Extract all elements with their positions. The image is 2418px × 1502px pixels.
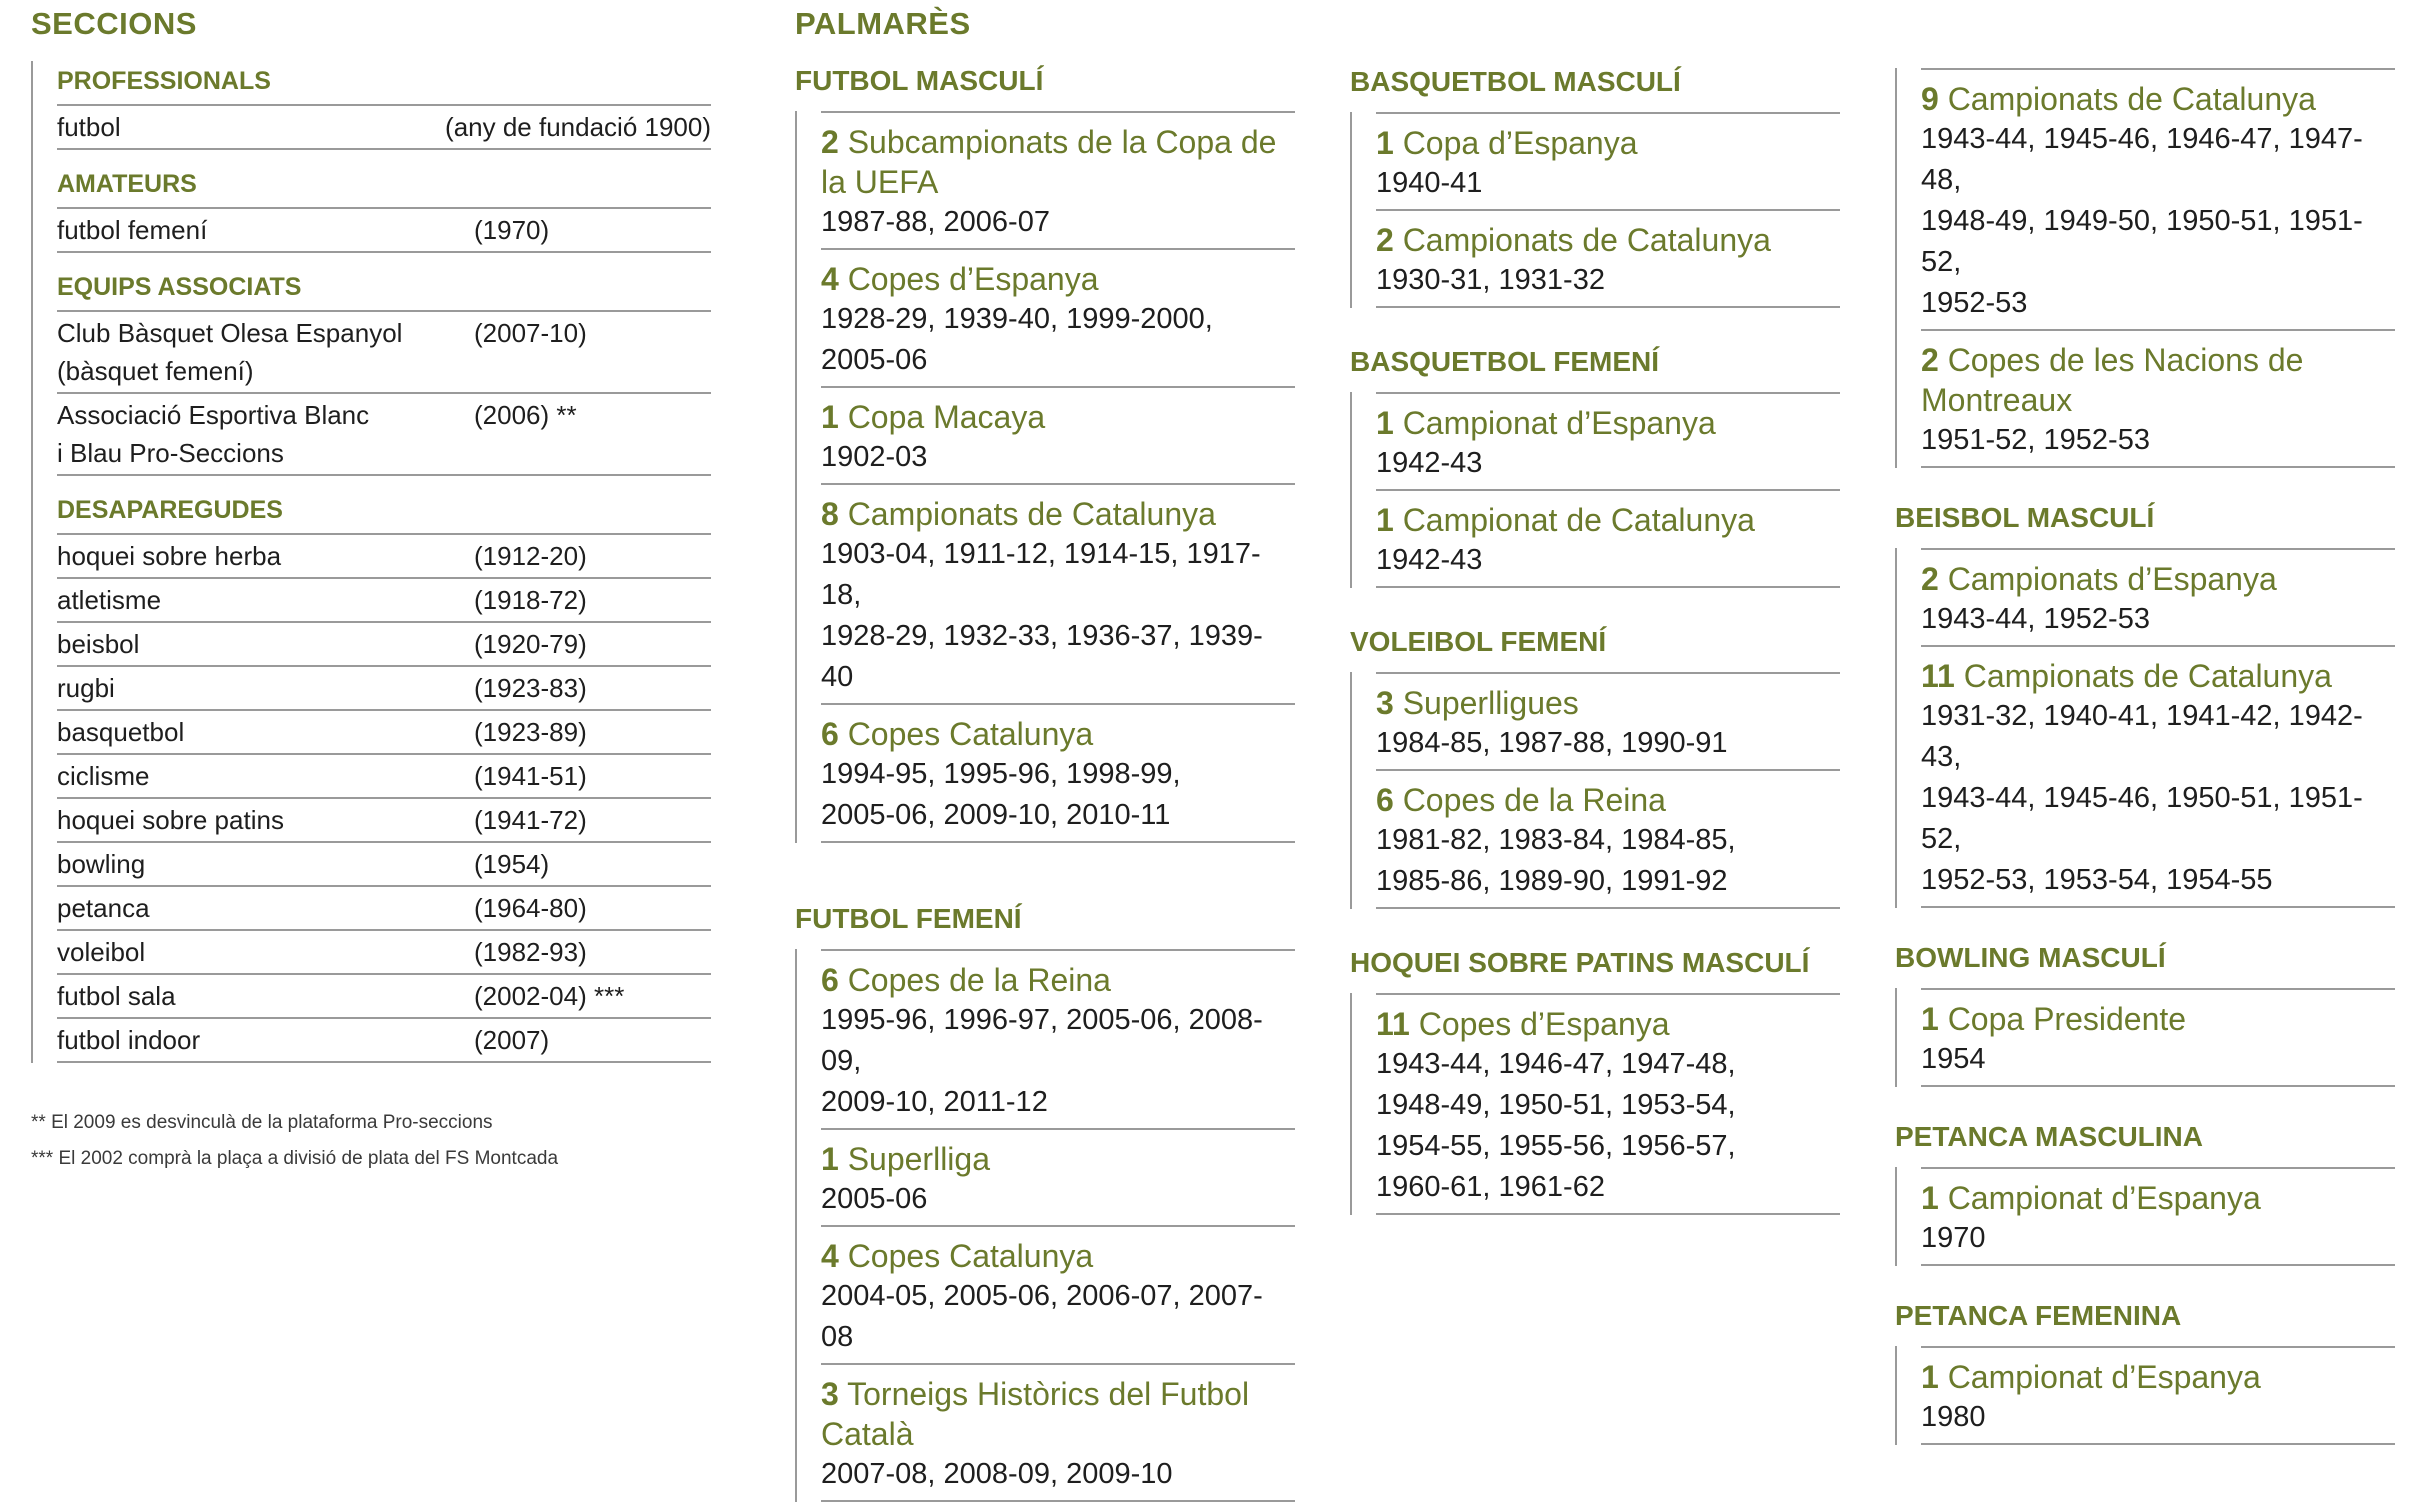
trophy-item (821, 248, 1295, 386)
trophy-item (1921, 1346, 2395, 1445)
trophy-item (1921, 645, 2395, 908)
trophy-name: Subcampionats de la Copa de la UEFA (821, 124, 1277, 200)
sport-title: FUTBOL MASCULÍ (795, 65, 1044, 96)
trophy-name: Campionat d’Espanya (1402, 405, 1716, 441)
trophy-item (1921, 329, 2395, 468)
trophy-count: 2 (1376, 222, 1394, 258)
trophy-seasons: 1970 (1921, 1222, 1986, 1254)
trophy-name: Campionats de Catalunya (1402, 222, 1771, 258)
trophy-seasons: 1951-52, 1952-53 (1921, 424, 2150, 456)
trophy-name: Copes Catalunya (847, 1238, 1094, 1274)
trophy-item (821, 1363, 1295, 1502)
trophy-title (821, 494, 1295, 534)
trophy-item (821, 703, 1295, 843)
trophy-count: 2 (1921, 561, 1939, 597)
sport-block (1350, 68, 1840, 308)
sport-title: HOQUEI SOBRE PATINS MASCULÍ (1350, 947, 1810, 978)
trophy-name: Campionats de Catalunya (1963, 658, 2332, 694)
trophy-item (1921, 68, 2395, 329)
trophy-name: Copes d’Espanya (1418, 1006, 1670, 1042)
seccions-group-title: PROFESSIONALS (57, 61, 711, 106)
trophy-item (1376, 769, 1840, 909)
sport-title: BASQUETBOL FEMENÍ (1350, 346, 1660, 377)
seccions-row (57, 931, 711, 975)
trophy-count: 3 (821, 1376, 839, 1412)
trophy-seasons: 1987-88, 2006-07 (821, 206, 1050, 238)
trophy-title (821, 122, 1295, 202)
trophy-count: 1 (1921, 1180, 1939, 1216)
section-years: (1954) (474, 849, 550, 879)
trophy-count: 6 (821, 716, 839, 752)
trophy-name: Copes Catalunya (847, 716, 1094, 752)
sport-title: PETANCA MASCULINA (1895, 1121, 2203, 1152)
seccions-row (57, 887, 711, 931)
trophy-seasons: 1902-03 (821, 441, 928, 473)
section-name: petanca (57, 893, 150, 923)
trophy-seasons: 1928-29, 1939-40, 1999-2000, 2005-06 (821, 303, 1213, 376)
seccions-row (57, 1019, 711, 1063)
trophy-title (1921, 1178, 2395, 1218)
seccions-title: SECCIONS (31, 6, 197, 41)
section-name: bowling (57, 849, 146, 879)
trophy-count: 2 (821, 124, 839, 160)
section-years: (2002-04) *** (474, 981, 625, 1011)
trophy-name: Torneigs Històrics del Futbol Català (821, 1376, 1250, 1452)
trophy-count: 8 (821, 496, 839, 532)
seccions-row (57, 623, 711, 667)
trophy-title (821, 714, 1295, 754)
trophy-count: 6 (1376, 782, 1394, 818)
trophy-name: Campionat d’Espanya (1947, 1180, 2261, 1216)
sport-block (1895, 504, 2395, 908)
seccions-row (57, 535, 711, 579)
sport-block (1350, 628, 1840, 909)
footnote: *** El 2002 comprà la plaça a divisió de plata del FS Montcada (31, 1148, 559, 1169)
seccions-section (31, 0, 711, 1177)
seccions-group (57, 490, 711, 1063)
seccions-group-title: DESAPAREGUDES (57, 490, 711, 535)
trophy-name: Campionat de Catalunya (1402, 502, 1755, 538)
sport-block (1895, 68, 2395, 468)
trophy-seasons: 1981-82, 1983-84, 1984-85, 1985-86, 1989-90, 1991-92 (1376, 824, 1736, 897)
section-name: hoquei sobre patins (57, 805, 284, 835)
trophy-count: 4 (821, 1238, 839, 1274)
section-years: (1982-93) (474, 937, 587, 967)
sport-title: BEISBOL MASCULÍ (1895, 502, 2155, 533)
trophy-seasons: 1940-41 (1376, 167, 1483, 199)
section-years: (any de fundació 1900) (445, 112, 711, 142)
section-name: atletisme (57, 585, 162, 615)
sport-block (1350, 348, 1840, 588)
trophy-title (1376, 780, 1840, 820)
seccions-row (57, 975, 711, 1019)
trophy-count: 4 (821, 261, 839, 297)
trophy-item (1376, 209, 1840, 308)
trophy-title (821, 259, 1295, 299)
trophy-seasons: 1942-43 (1376, 447, 1483, 479)
trophy-title (1921, 1357, 2395, 1397)
section-years: (1964-80) (474, 893, 587, 923)
trophy-title (1376, 500, 1840, 540)
trophy-seasons: 1930-31, 1931-32 (1376, 264, 1605, 296)
trophy-name: Campionats de Catalunya (847, 496, 1216, 532)
seccions-row (57, 799, 711, 843)
trophy-item (821, 949, 1295, 1128)
seccions-group-title: EQUIPS ASSOCIATS (57, 267, 711, 312)
trophy-name: Copes de la Reina (1402, 782, 1666, 818)
trophy-count: 3 (1376, 685, 1394, 721)
footnote: ** El 2009 es desvinculà de la plataforma Pro-seccions (31, 1112, 493, 1133)
section-years: (1941-51) (474, 761, 587, 791)
trophy-title (1376, 683, 1840, 723)
sport-trophy-list (1350, 392, 1840, 588)
trophy-name: Copes de les Nacions de Montreaux (1921, 342, 2304, 418)
trophy-count: 9 (1921, 81, 1939, 117)
section-name: futbol (57, 112, 121, 142)
trophy-seasons: 1943-44, 1945-46, 1946-47, 1947-48, 1948-49, 1949-50, 1950-51, 1951-52, 1952-53 (1921, 123, 2363, 319)
trophy-item (1376, 392, 1840, 489)
trophy-seasons: 1903-04, 1911-12, 1914-15, 1917-18, 1928-29, 1932-33, 1936-37, 1939-40 (821, 538, 1263, 693)
trophy-item (1921, 548, 2395, 645)
trophy-title (1921, 999, 2395, 1039)
seccions-group (57, 164, 711, 253)
trophy-item (821, 386, 1295, 483)
sport-block (1895, 1302, 2395, 1445)
trophy-title (821, 1374, 1295, 1454)
trophy-item (1376, 672, 1840, 769)
trophy-item (821, 111, 1295, 248)
section-name: hoquei sobre herba (57, 541, 282, 571)
sport-title: VOLEIBOL FEMENÍ (1350, 626, 1607, 657)
section-years: (1970) (474, 215, 550, 245)
section-name: beisbol (57, 629, 140, 659)
trophy-count: 2 (1921, 342, 1939, 378)
trophy-count: 1 (1921, 1359, 1939, 1395)
trophy-name: Campionats de Catalunya (1947, 81, 2316, 117)
trophy-count: 11 (1921, 658, 1955, 694)
trophy-seasons: 1942-43 (1376, 544, 1483, 576)
sport-trophy-list (795, 111, 1295, 843)
trophy-item (1376, 489, 1840, 588)
sport-trophy-list (1895, 988, 2395, 1087)
trophy-name: Superlligues (1402, 685, 1579, 721)
trophy-item (1376, 993, 1840, 1215)
section-name: Club Bàsquet Olesa Espanyol (bàsquet femení) (57, 318, 403, 386)
trophy-count: 1 (1376, 502, 1394, 538)
trophy-seasons: 1954 (1921, 1043, 1986, 1075)
palmares-column-3-content (1895, 68, 2395, 1445)
palmares-column-3 (1895, 0, 2395, 1445)
section-name: basquetbol (57, 717, 185, 747)
sport-trophy-list (1895, 1167, 2395, 1266)
seccions-row (57, 755, 711, 799)
trophy-seasons: 1994-95, 1995-96, 1998-99, 2005-06, 2009-10, 2010-11 (821, 758, 1181, 831)
sport-block (795, 905, 1295, 1502)
trophy-item (1921, 988, 2395, 1087)
trophy-seasons: 2005-06 (821, 1183, 928, 1215)
section-name: Associació Esportiva Blanc i Blau Pro-Seccions (57, 400, 370, 468)
trophy-item (1921, 1167, 2395, 1266)
trophy-name: Copa d’Espanya (1402, 125, 1638, 161)
seccions-footnotes (31, 1105, 711, 1177)
trophy-item (821, 1225, 1295, 1363)
seccions-row (57, 394, 711, 476)
trophy-count: 1 (1921, 1001, 1939, 1037)
seccions-row (57, 711, 711, 755)
trophy-item (821, 1128, 1295, 1225)
sport-title: BASQUETBOL MASCULÍ (1350, 66, 1681, 97)
section-years: (1920-79) (474, 629, 587, 659)
sport-trophy-list (1895, 548, 2395, 908)
section-name: rugbi (57, 673, 115, 703)
sport-block (1895, 1123, 2395, 1266)
trophy-seasons: 1980 (1921, 1401, 1986, 1433)
sport-title: BOWLING MASCULÍ (1895, 942, 2166, 973)
section-name: futbol femení (57, 215, 208, 245)
trophy-seasons: 1943-44, 1946-47, 1947-48, 1948-49, 1950-51, 1953-54, 1954-55, 1955-56, 1956-57, 1960-61, 1961-62 (1376, 1048, 1736, 1203)
trophy-title (1376, 1004, 1840, 1044)
trophy-name: Copa Presidente (1947, 1001, 2187, 1037)
seccions-row (57, 667, 711, 711)
trophy-name: Copa Macaya (847, 399, 1046, 435)
sport-trophy-list (1350, 993, 1840, 1215)
section-years: (2007) (474, 1025, 550, 1055)
seccions-group-title: AMATEURS (57, 164, 711, 209)
trophy-name: Copes d’Espanya (847, 261, 1099, 297)
section-name: voleibol (57, 937, 146, 967)
sport-title: FUTBOL FEMENÍ (795, 903, 1022, 934)
section-years: (1923-83) (474, 673, 587, 703)
trophy-title (1921, 559, 2395, 599)
trophy-name: Copes de la Reina (847, 962, 1111, 998)
trophy-seasons: 2004-05, 2005-06, 2006-07, 2007-08 (821, 1280, 1263, 1353)
section-years: (2006) ** (474, 400, 577, 430)
section-years: (1912-20) (474, 541, 587, 571)
palmares-column-2 (1350, 0, 1840, 1215)
trophy-count: 1 (1376, 125, 1394, 161)
trophy-count: 1 (821, 399, 839, 435)
sport-trophy-list (795, 949, 1295, 1502)
trophy-item (1376, 112, 1840, 209)
trophy-item (821, 483, 1295, 703)
sport-trophy-list (1350, 112, 1840, 308)
sport-title: PETANCA FEMENINA (1895, 1300, 2182, 1331)
trophy-title (1376, 220, 1840, 260)
trophy-count: 6 (821, 962, 839, 998)
section-name: ciclisme (57, 761, 150, 791)
trophy-title (1921, 656, 2395, 696)
section-years: (1918-72) (474, 585, 587, 615)
trophy-seasons: 1943-44, 1952-53 (1921, 603, 2150, 635)
seccions-row (57, 106, 711, 150)
trophy-title (821, 1139, 1295, 1179)
sport-block (1895, 944, 2395, 1087)
seccions-group (57, 267, 711, 476)
trophy-title (1376, 403, 1840, 443)
section-years: (1923-89) (474, 717, 587, 747)
seccions-row (57, 579, 711, 623)
trophy-count: 1 (821, 1141, 839, 1177)
trophy-title (1376, 123, 1840, 163)
section-name: futbol indoor (57, 1025, 201, 1055)
trophy-seasons: 1931-32, 1940-41, 1941-42, 1942-43, 1943-44, 1945-46, 1950-51, 1951-52, 1952-53, 1953-54, 1954-55 (1921, 700, 2363, 896)
trophy-seasons: 2007-08, 2008-09, 2009-10 (821, 1458, 1173, 1490)
sport-block (795, 67, 1295, 843)
section-name: futbol sala (57, 981, 176, 1011)
sport-trophy-list (1350, 672, 1840, 909)
trophy-name: Campionat d’Espanya (1947, 1359, 2261, 1395)
trophy-seasons: 1984-85, 1987-88, 1990-91 (1376, 727, 1728, 759)
sport-trophy-list (1895, 68, 2395, 468)
palmares-title: PALMARÈS (795, 6, 971, 41)
seccions-group (57, 61, 711, 150)
trophy-title (1921, 79, 2395, 119)
section-years: (2007-10) (474, 318, 587, 348)
trophy-count: 11 (1376, 1006, 1410, 1042)
trophy-title (821, 397, 1295, 437)
trophy-name: Campionats d’Espanya (1947, 561, 2277, 597)
trophy-title (1921, 340, 2395, 420)
trophy-title (821, 1236, 1295, 1276)
trophy-name: Superlliga (847, 1141, 990, 1177)
palmares-column-1 (795, 0, 1295, 1502)
section-years: (1941-72) (474, 805, 587, 835)
palmares-column-2-content (1350, 68, 1840, 1215)
seccions-list (31, 61, 711, 1063)
trophy-seasons: 1995-96, 1996-97, 2005-06, 2008-09, 2009-10, 2011-12 (821, 1004, 1263, 1118)
seccions-row (57, 209, 711, 253)
sport-trophy-list (1895, 1346, 2395, 1445)
seccions-row (57, 843, 711, 887)
seccions-row (57, 312, 711, 394)
trophy-title (821, 960, 1295, 1000)
trophy-count: 1 (1376, 405, 1394, 441)
palmares-column-1-content (795, 67, 1295, 1502)
sport-block (1350, 949, 1840, 1215)
